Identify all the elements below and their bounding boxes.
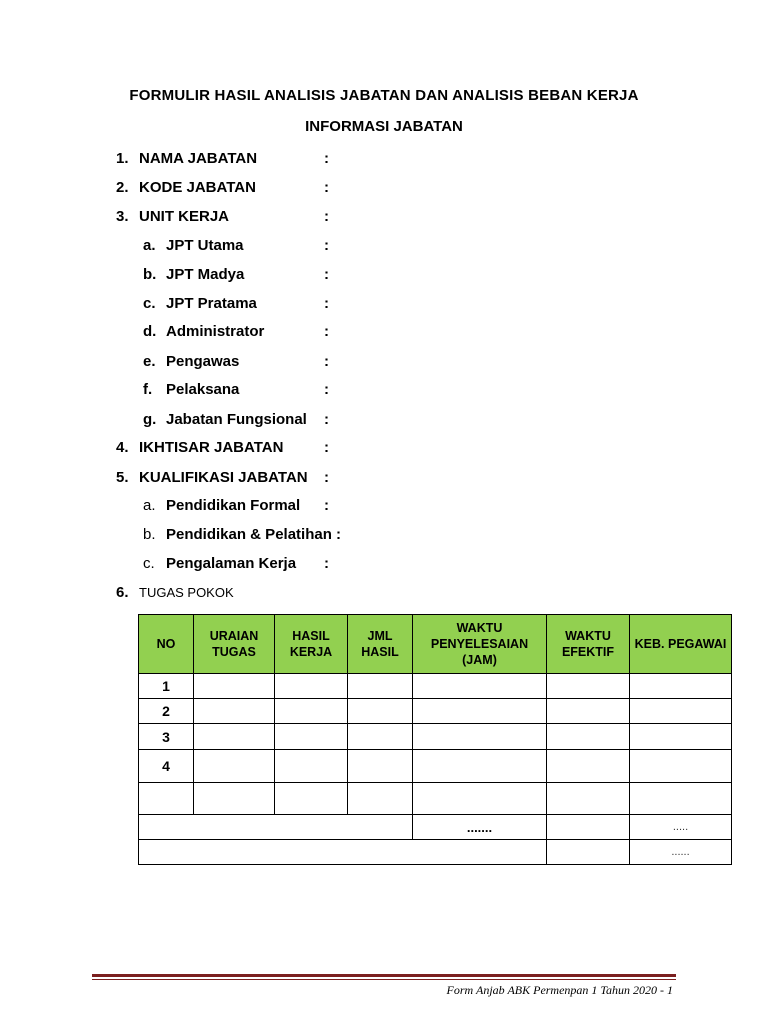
field-letter: d. (143, 323, 157, 340)
footer-caption: Form Anjab ABK Permenpan 1 Tahun 2020 - 1 (446, 983, 673, 997)
table-cell[interactable] (413, 750, 547, 783)
field-label: Pelaksana (166, 381, 240, 398)
field-colon: : (324, 208, 329, 225)
table-cell[interactable] (547, 699, 630, 724)
field-colon: : (324, 439, 329, 456)
table-cell[interactable] (275, 674, 348, 699)
form-title: FORMULIR HASIL ANALISIS JABATAN DAN ANALISIS BEBAN KERJA (129, 87, 639, 104)
field-colon: : (324, 266, 329, 283)
field-letter: g. (143, 411, 157, 428)
row-number: 3 (139, 724, 194, 750)
field-colon: : (324, 150, 329, 167)
field-colon: : (324, 381, 329, 398)
table-row (139, 724, 732, 750)
field-letter: a. (143, 497, 156, 514)
field-letter: f. (143, 381, 153, 398)
field-label: KODE JABATAN (139, 179, 256, 196)
field-label: NAMA JABATAN (139, 150, 258, 167)
table-cell[interactable] (413, 674, 547, 699)
field-colon: : (324, 295, 329, 312)
field-number: 2. (116, 179, 129, 196)
field-label: Administrator (166, 323, 265, 340)
field-number: 5. (116, 469, 129, 486)
field-letter: a. (143, 237, 156, 254)
footer-rule-thin (92, 979, 676, 980)
field-number: 1. (116, 150, 129, 167)
table-cell[interactable] (630, 750, 732, 783)
field-number: 3. (116, 208, 129, 225)
table-cell[interactable] (413, 724, 547, 750)
field-label: Jabatan Fungsional (166, 411, 307, 428)
field-colon: : (324, 353, 329, 370)
field-label: Pendidikan Formal (166, 497, 301, 514)
field-letter: c. (143, 555, 155, 572)
field-colon: : (324, 179, 329, 196)
field-label: TUGAS POKOK (139, 585, 234, 600)
footer-rule (92, 974, 676, 977)
field-letter: b. (143, 266, 157, 283)
field-label: Pengawas (166, 353, 240, 370)
header-waktu-penyelesaian: WAKTU PENYELESAIAN (JAM) (413, 615, 547, 674)
field-letter: e. (143, 353, 156, 370)
table-total-row (139, 815, 732, 840)
field-label: JPT Pratama (166, 295, 257, 312)
table-cell[interactable] (413, 783, 547, 815)
table-cell[interactable] (547, 674, 630, 699)
table-cell[interactable] (630, 674, 732, 699)
field-colon: : (324, 411, 329, 428)
table-header-row (139, 615, 732, 674)
form-subtitle: INFORMASI JABATAN (305, 118, 463, 135)
field-label: KUALIFIKASI JABATAN (139, 469, 308, 486)
table-row (139, 750, 732, 783)
table-cell[interactable] (194, 750, 275, 783)
table-cell[interactable] (630, 783, 732, 815)
table-row (139, 699, 732, 724)
table-cell[interactable] (547, 815, 630, 840)
row-number: 2 (139, 699, 194, 724)
table-summary-row (139, 840, 732, 865)
table-cell[interactable] (547, 750, 630, 783)
field-colon: : (324, 555, 329, 572)
row-number: 1 (139, 674, 194, 699)
field-label: JPT Utama (166, 237, 244, 254)
field-colon: : (324, 469, 329, 486)
field-colon: : (324, 497, 329, 514)
table-cell[interactable] (630, 724, 732, 750)
table-cell[interactable] (547, 724, 630, 750)
field-label: UNIT KERJA (139, 208, 230, 225)
table-row (139, 783, 732, 815)
table-cell[interactable] (139, 840, 547, 865)
table-cell[interactable] (194, 674, 275, 699)
field-number: 4. (116, 439, 129, 456)
header-waktu-efektif: WAKTU EFEKTIF (547, 615, 630, 674)
tugas-pokok-table (138, 614, 732, 865)
table-cell[interactable] (630, 699, 732, 724)
table-cell[interactable] (139, 783, 194, 815)
field-label: Pendidikan & Pelatihan : (166, 526, 342, 543)
header-hasil-kerja: HASIL KERJA (275, 615, 348, 674)
field-label: Pengalaman Kerja (166, 555, 297, 572)
field-label: JPT Madya (166, 266, 245, 283)
table-cell[interactable] (348, 699, 413, 724)
field-label: IKHTISAR JABATAN (139, 439, 284, 456)
field-number: 6. (116, 584, 129, 601)
total-waktu-penyelesaian: ....... (413, 815, 547, 840)
table-cell[interactable] (275, 750, 348, 783)
table-cell[interactable] (275, 783, 348, 815)
table-cell[interactable] (194, 783, 275, 815)
field-colon: : (324, 237, 329, 254)
table-cell[interactable] (275, 699, 348, 724)
table-cell[interactable] (348, 750, 413, 783)
header-uraian-tugas: URAIAN TUGAS (194, 615, 275, 674)
table-row (139, 674, 732, 699)
header-keb-pegawai: KEB. PEGAWAI (630, 615, 732, 674)
table-cell[interactable] (348, 674, 413, 699)
field-letter: b. (143, 526, 156, 543)
table-cell[interactable] (194, 724, 275, 750)
table-cell[interactable] (194, 699, 275, 724)
header-no: NO (139, 615, 194, 674)
summary-keb-pegawai: ...... (630, 840, 732, 865)
field-colon: : (324, 323, 329, 340)
table-cell[interactable] (139, 815, 413, 840)
table-cell[interactable] (413, 699, 547, 724)
field-letter: c. (143, 295, 156, 312)
total-keb-pegawai: ..... (630, 815, 732, 840)
row-number: 4 (139, 750, 194, 783)
table-cell[interactable] (547, 783, 630, 815)
table-cell[interactable] (348, 724, 413, 750)
table-cell[interactable] (275, 724, 348, 750)
table-cell[interactable] (348, 783, 413, 815)
table-cell[interactable] (547, 840, 630, 865)
header-jml-hasil: JML HASIL (348, 615, 413, 674)
